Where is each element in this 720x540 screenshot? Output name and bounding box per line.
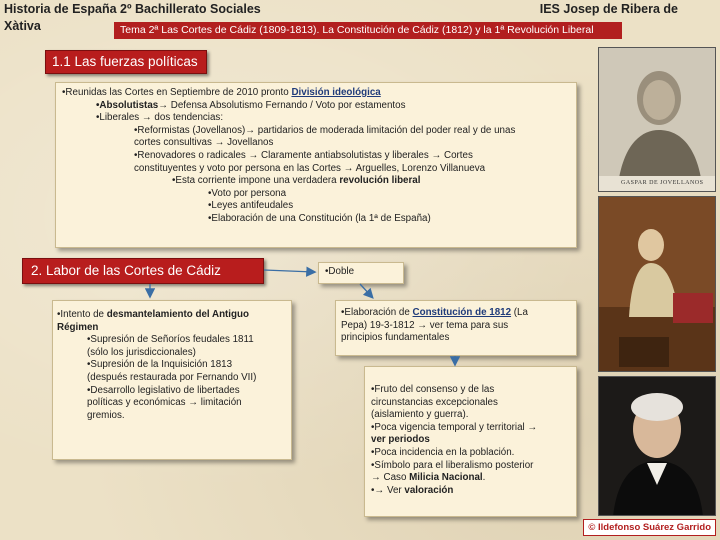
course-title: Historia de España 2º Bachillerato Sociales bbox=[4, 2, 261, 16]
panel-line: •Leyes antifeudales bbox=[208, 200, 294, 212]
double-box: •Doble bbox=[318, 262, 404, 284]
panel-line: Régimen bbox=[57, 321, 99, 333]
panel-line: (aislamiento y guerra). bbox=[371, 409, 469, 421]
portrait-drawing bbox=[599, 48, 716, 192]
panel-line: •Poca incidencia en la población. bbox=[371, 446, 515, 458]
militia-label: Milicia Nacional bbox=[409, 472, 483, 484]
seated-man-painting bbox=[598, 196, 716, 372]
panel-line: •Elaboración de una Constitución (la 1ª de España) bbox=[208, 212, 431, 224]
section-2-title: 2. Labor de las Cortes de Cádiz bbox=[22, 258, 264, 284]
absolutists-label: •Absolutistas bbox=[96, 99, 159, 111]
jovellanos-portrait bbox=[598, 47, 716, 192]
panel-line: •Fruto del consenso y de las bbox=[371, 384, 495, 395]
portrait-drawing bbox=[599, 377, 716, 516]
ideological-division-link[interactable]: División ideológica bbox=[291, 87, 381, 98]
text-span: → Caso bbox=[371, 472, 410, 484]
dismantle-label: desmantelamiento del Antiguo bbox=[106, 309, 249, 320]
copyright-label: © Ildefonso Suárez Garrido bbox=[583, 519, 716, 536]
panel-line: gremios. bbox=[87, 409, 125, 421]
panel-line: (después restaurada por Fernando VII) bbox=[87, 371, 257, 383]
text-span: •Intento de bbox=[57, 309, 107, 320]
panel-line: políticas y económicas → limitación bbox=[87, 397, 242, 409]
topic-banner: Tema 2ª Las Cortes de Cádiz (1809-1813). La Constitución de Cádiz (1812) y la 1ª Revolución Liberal bbox=[114, 22, 622, 39]
text-span: •Elaboración de bbox=[341, 307, 413, 318]
painting-drawing bbox=[599, 197, 716, 372]
panel-line: •Liberales → dos tendencias: bbox=[96, 112, 224, 124]
panel-line: •Reformistas (Jovellanos)→ partidarios de moderada limitación del poder real y de unas bbox=[134, 124, 516, 136]
arrow-to-doble bbox=[264, 270, 314, 272]
panel-line: •Supresión de Señoríos feudales 1811 bbox=[87, 334, 254, 346]
panel-line: constituyentes y voto por persona en las Cortes → Arguelles, Lorenzo Villanueva bbox=[134, 162, 486, 174]
text-span: → Defensa Absolutismo Fernando / Voto por estamentos bbox=[158, 99, 406, 111]
text-span: . bbox=[482, 472, 486, 484]
gentleman-portrait bbox=[598, 376, 716, 516]
panel-line: •Renovadores o radicales → Claramente antiabsolutistas y liberales → Cortes bbox=[134, 149, 473, 161]
panel-line: Pepa) 19-3-1812 → ver tema para sus bbox=[341, 319, 509, 331]
panel-line: circunstancias excepcionales bbox=[371, 396, 498, 408]
assessment-label: valoración bbox=[404, 484, 454, 496]
portrait-caption: GASPAR DE JOVELLANOS bbox=[621, 180, 704, 186]
constitution-link[interactable]: Constitución de 1812 bbox=[412, 307, 512, 318]
text-span: •Esta corriente impone una verdadera bbox=[172, 175, 340, 187]
section-1-title: 1.1 Las fuerzas políticas bbox=[45, 50, 207, 74]
panel-line: •Poca vigencia temporal y territorial → bbox=[371, 421, 538, 433]
text-span: •Reunidas las Cortes en Septiembre de 2010 pronto bbox=[62, 87, 292, 98]
panel-line: •Símbolo para el liberalismo posterior bbox=[371, 459, 534, 471]
panel-line: •Voto por persona bbox=[208, 187, 287, 199]
panel-line: •Supresión de la Inquisición 1813 bbox=[87, 359, 233, 371]
panel-line: •Desarrollo legislativo de libertades bbox=[87, 384, 240, 396]
panel-line: ver periodos bbox=[371, 434, 430, 446]
text-span: •→ Ver bbox=[371, 484, 405, 496]
liberal-revolution-label: revolución liberal bbox=[339, 175, 421, 187]
school-name: IES Josep de Ribera de bbox=[539, 2, 678, 16]
panel-line: cortes consultivas → Jovellanos bbox=[134, 137, 274, 149]
text-span: (La bbox=[511, 307, 528, 318]
panel-line: principios fundamentales bbox=[341, 332, 450, 344]
city-name: Xàtiva bbox=[4, 19, 41, 33]
panel-line: (sólo los jurisdiccionales) bbox=[87, 346, 196, 358]
arrow-to-constitution bbox=[360, 284, 372, 297]
